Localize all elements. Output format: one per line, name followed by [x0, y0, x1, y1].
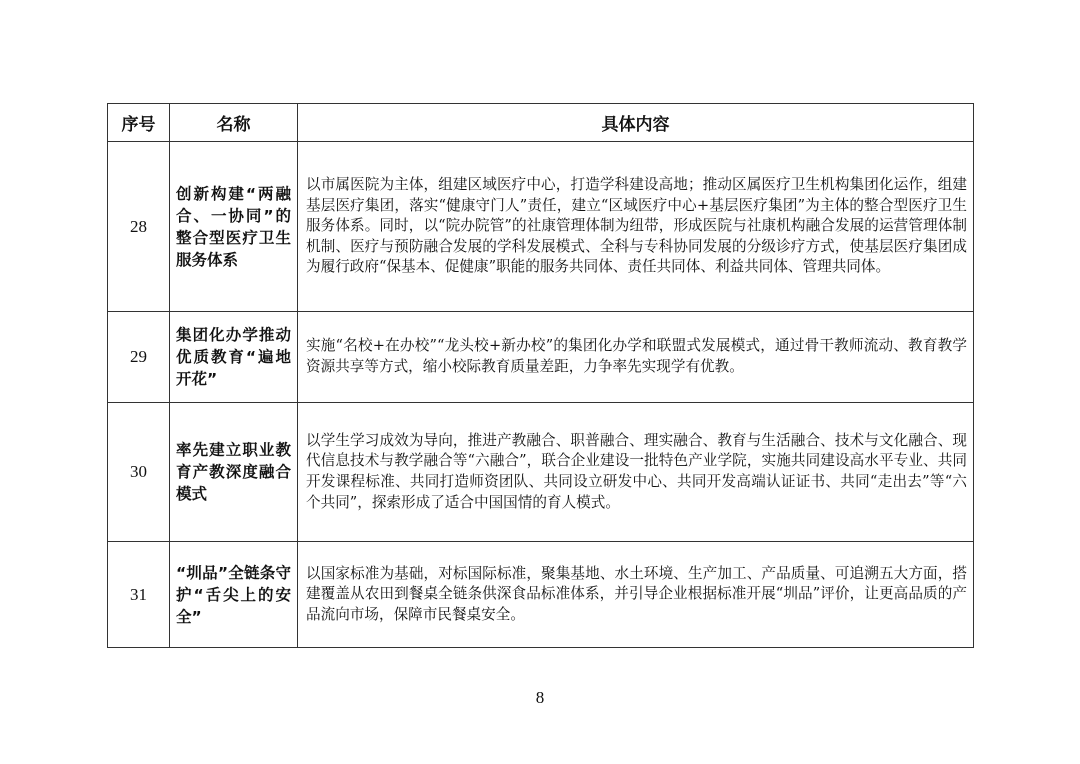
row-name: 创新构建“两融合、一协同”的整合型医疗卫生服务体系	[170, 142, 298, 312]
row-number: 29	[108, 312, 170, 403]
row-content: 以国家标准为基础，对标国际标准，聚集基地、水土环境、生产加工、产品质量、可追溯五大方面，搭建覆盖从农田到餐桌全链条供深食品标准体系，并引导企业根据标准开展“圳品”评价，让更高品质的产品流向市场，保障市民餐桌安全。	[298, 542, 974, 648]
row-content: 以学生学习成效为导向，推进产教融合、职普融合、理实融合、教育与生活融合、技术与文化融合、现代信息技术与教学融合等“六融合”，联合企业建设一批特色产业学院，实施共同建设高水平专业、共同开发课程标准、共同打造师资团队、共同设立研发中心、共同开发高端认证证书、共同“走出去”等“六个共同”，探索形成了适合中国国情的育人模式。	[298, 403, 974, 542]
table-row	[108, 542, 974, 648]
header-content: 具体内容	[298, 104, 974, 142]
row-content: 实施“名校+在办校”“龙头校+新办校”的集团化办学和联盟式发展模式，通过骨干教师流动、教育教学资源共享等方式，缩小校际教育质量差距，力争率先实现学有优教。	[298, 312, 974, 403]
page-number: 8	[535, 688, 545, 707]
row-number: 28	[108, 142, 170, 312]
row-number: 30	[108, 403, 170, 542]
row-name: 集团化办学推动优质教育“遍地开花”	[170, 312, 298, 403]
table-row	[108, 403, 974, 542]
row-name: 率先建立职业教育产教深度融合模式	[170, 403, 298, 542]
table-row	[108, 142, 974, 312]
header-name: 名称	[170, 104, 298, 142]
table-row	[108, 312, 974, 403]
row-content: 以市属医院为主体，组建区域医疗中心，打造学科建设高地；推动区属医疗卫生机构集团化运作，组建基层医疗集团，落实“健康守门人”责任，建立“区域医疗中心+基层医疗集团”为主体的整合型医疗卫生服务体系。同时，以“院办院管”的社康管理体制为纽带，形成医院与社康机构融合发展的运营管理体制机制、医疗与预防融合发展的学科发展模式、全科与专科协同发展的分级诊疗方式，使基层医疗集团成为履行政府“保基本、促健康”职能的服务共同体、责任共同体、利益共同体、管理共同体。	[298, 142, 974, 312]
table-header-row	[108, 104, 974, 142]
header-number: 序号	[108, 104, 170, 142]
row-number: 31	[108, 542, 170, 648]
policy-table	[107, 103, 974, 648]
row-name: “圳品”全链条守护“舌尖上的安全”	[170, 542, 298, 648]
